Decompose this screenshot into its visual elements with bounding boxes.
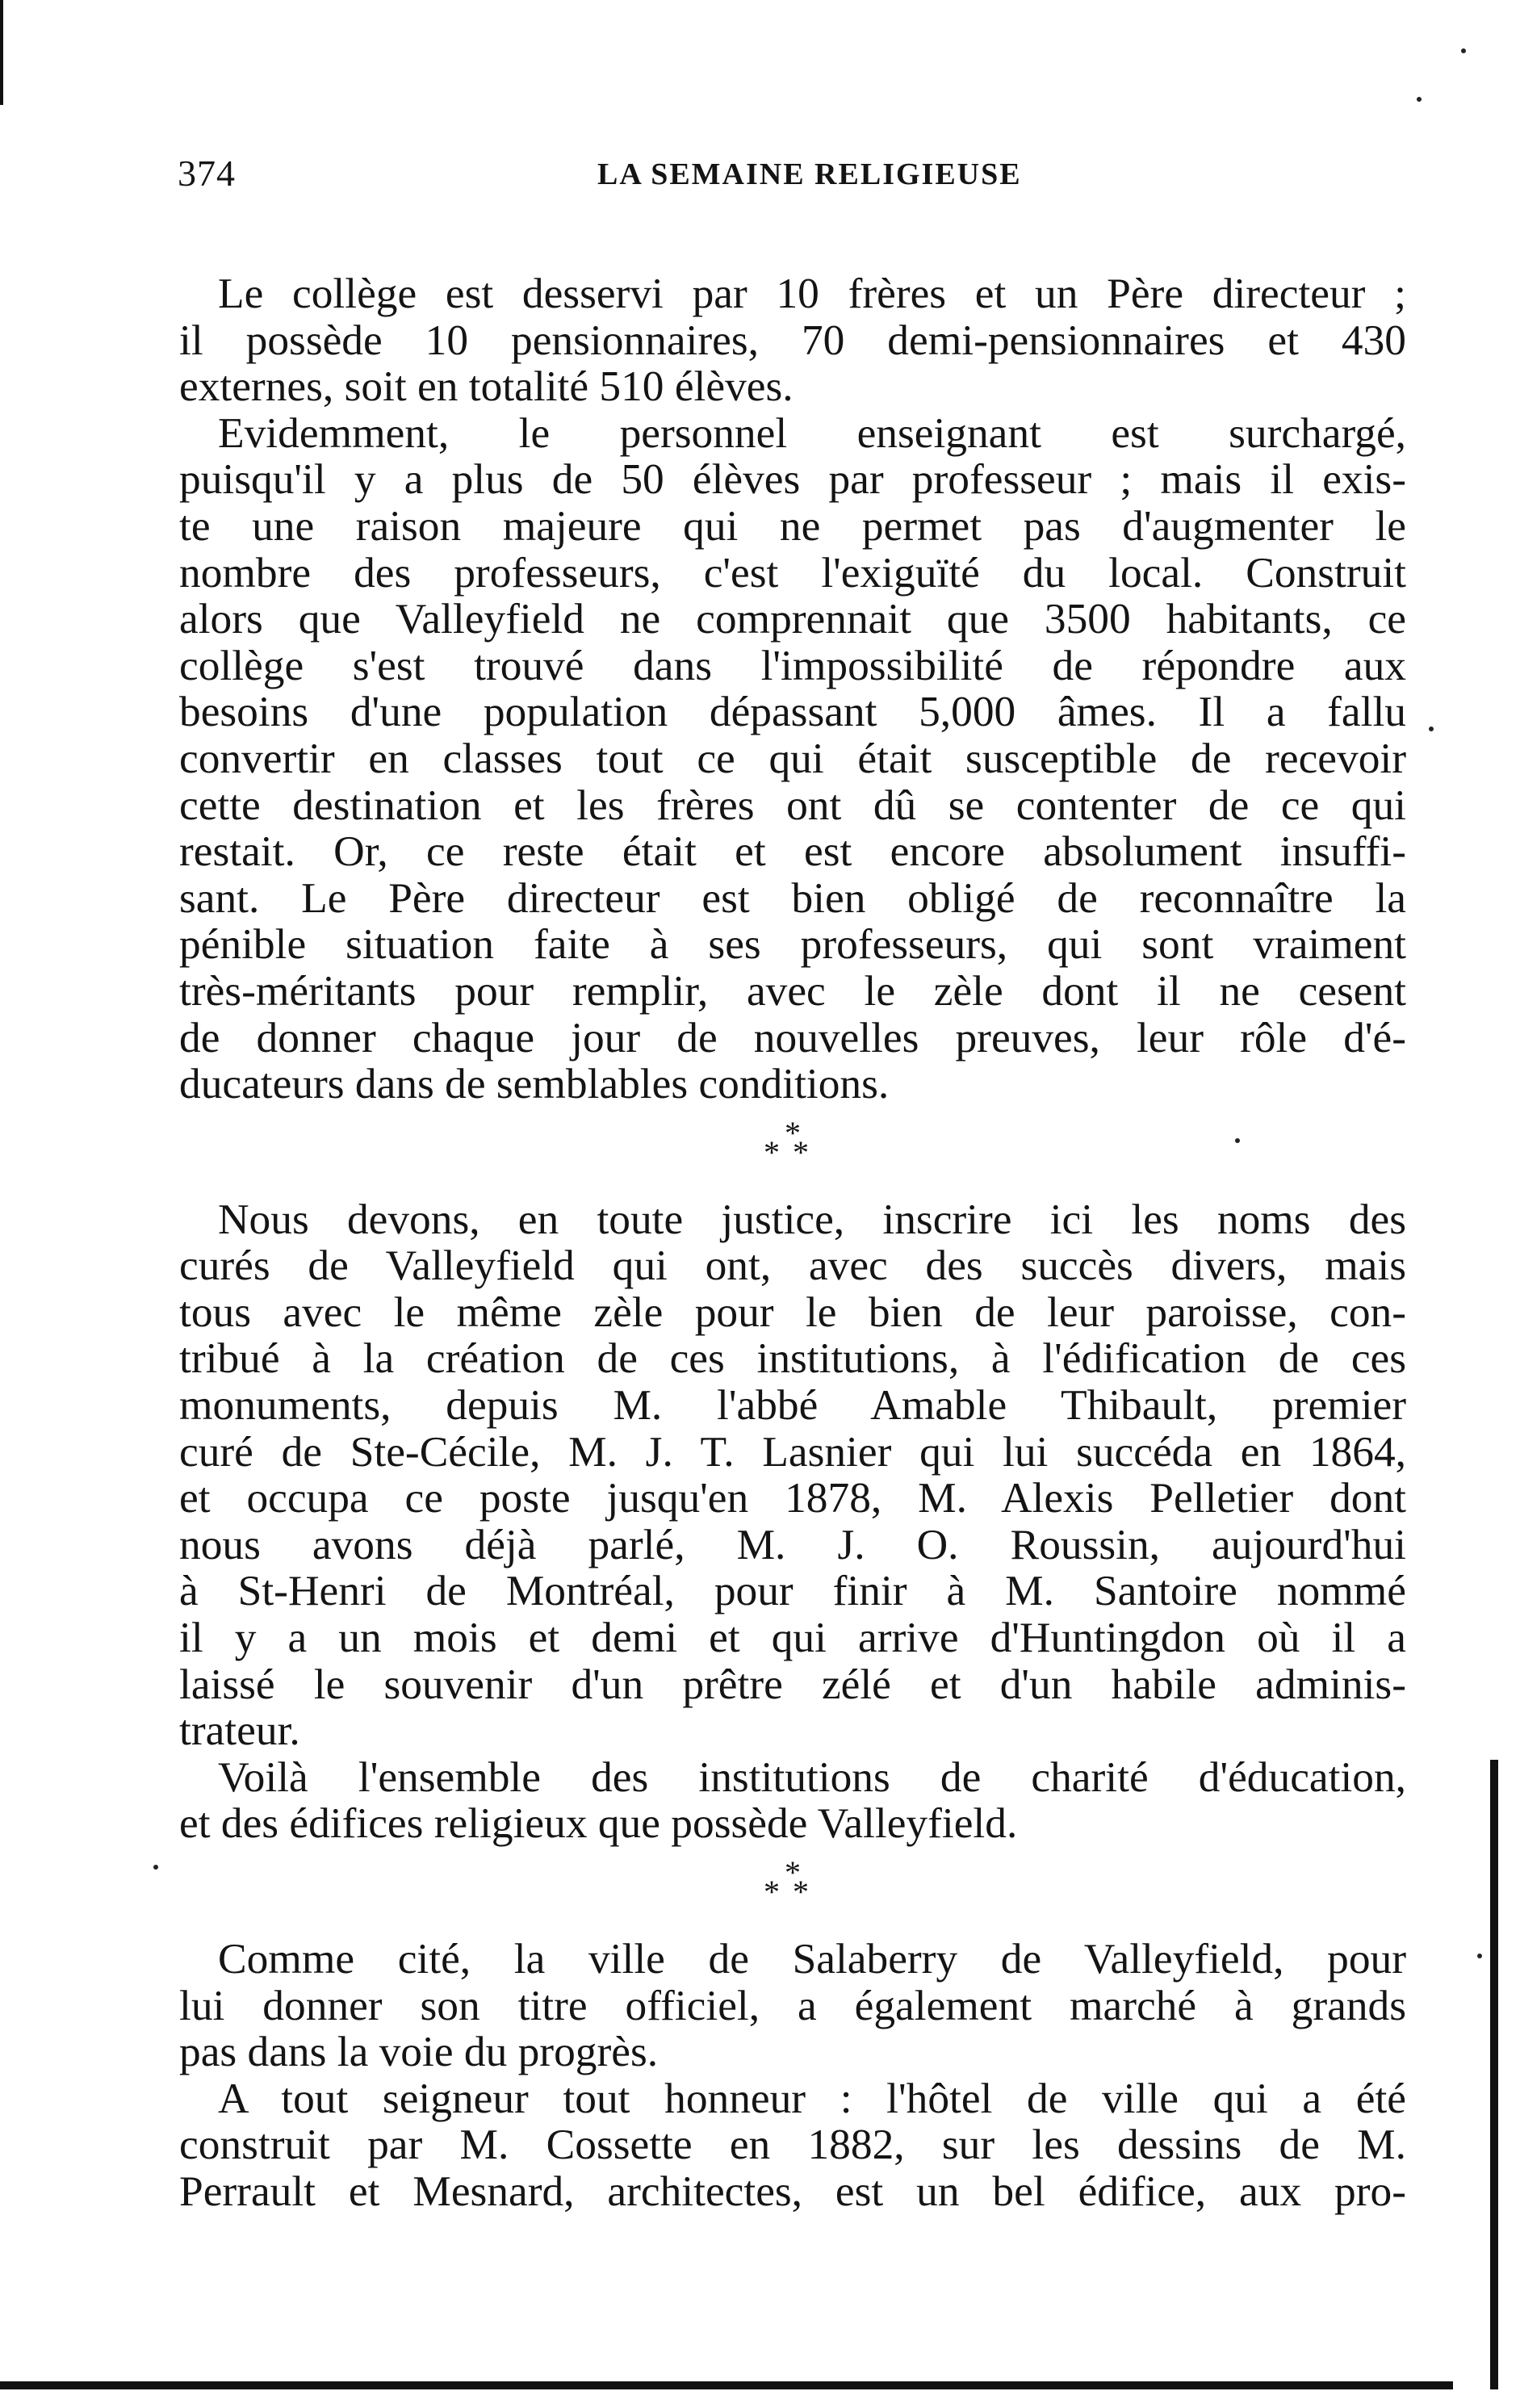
text-line: pas dans la voie du progrès. (179, 2027, 659, 2076)
text-line: nous avons déjà parlé, M. J. O. Roussin, aujourd'hui (179, 1519, 1406, 1568)
text-line: lui donner son titre officiel, a également marché à grands (179, 1980, 1406, 2029)
scan-speck (1417, 97, 1422, 102)
text-line: Comme cité, la ville de Salaberry de Valleyfield, pour (218, 1934, 1406, 1983)
scan-speck (1477, 1954, 1482, 1958)
text-line: trateur. (179, 1706, 300, 1755)
text-line: curés de Valleyfield qui ont, avec des succès divers, mais (179, 1241, 1406, 1290)
section-separator (179, 1108, 1406, 1196)
text-line: puisqu'il y a plus de 50 élèves par professeur ; mais il exis- (179, 454, 1406, 504)
text-line: Le collège est desservi par 10 frères et un Père directeur ; (218, 269, 1406, 317)
scan-speck (1461, 48, 1466, 53)
scan-speck (153, 1865, 158, 1870)
text-line: et occupa ce poste jusqu'en 1878, M. Alexis Pelletier dont (179, 1473, 1406, 1522)
text-line: Evidemment, le personnel enseignant est surchargé, (218, 408, 1406, 457)
scan-edge-bottom (0, 2381, 1453, 2389)
scan-edge-right (1490, 1760, 1498, 2389)
text-line: il possède 10 pensionnaires, 70 demi-pensionnaires et 430 (179, 315, 1406, 364)
text-line: de donner chaque jour de nouvelles preuves, leur rôle d'é- (179, 1012, 1406, 1062)
text-line: alors que Valleyfield ne comprennait que 3500 habitants, ce (179, 594, 1406, 643)
text-line: tous avec le même zèle pour le bien de leur paroisse, con- (179, 1287, 1406, 1336)
section-separator (179, 1847, 1406, 1936)
separator-star-pair: ** (764, 1874, 822, 1910)
text-line: il y a un mois et demi et qui arrive d'Huntingdon où il a (179, 1613, 1406, 1662)
text-line: convertir en classes tout ce qui était susceptible de recevoir (179, 733, 1406, 782)
text-line: très-méritants pour remplir, avec le zèle dont il ne cesent (179, 965, 1406, 1015)
separator-star: * (785, 1854, 801, 1891)
text-line: A tout seigneur tout honneur : l'hôtel de ville qui a été (218, 2073, 1406, 2122)
paragraph-group-1 (179, 270, 1406, 1108)
text-line: ducateurs dans de semblables conditions. (179, 1059, 890, 1108)
text-line: construit par M. Cossette en 1882, sur les dessins de M. (179, 2120, 1406, 2169)
text-line: Voilà l'ensemble des institutions de charité d'éducation, (218, 1752, 1406, 1801)
text-line: Perrault et Mesnard, architectes, est un bel édifice, aux pro- (179, 2166, 1406, 2215)
page-header (178, 152, 1324, 208)
paragraph-group-3 (179, 1936, 1406, 2215)
text-line: à St-Henri de Montréal, pour finir à M. Santoire nommé (179, 1566, 1406, 1615)
text-line: sant. Le Père directeur est bien obligé de reconnaître la (179, 873, 1406, 922)
text-line: cette destination et les frères ont dû se contenter de ce qui (179, 780, 1406, 829)
text-line: monuments, depuis M. l'abbé Amable Thibault, premier (179, 1380, 1406, 1430)
body-text (179, 270, 1406, 2215)
text-line: et des édifices religieux que possède Valleyfield. (179, 1799, 1018, 1848)
text-line: te une raison majeure qui ne permet pas d'augmenter le (179, 500, 1406, 550)
text-line: externes, soit en totalité 510 élèves. (179, 362, 793, 411)
running-head: LA SEMAINE RELIGIEUSE (597, 157, 1022, 191)
page-number: 374 (178, 153, 236, 194)
scan-speck (1235, 1138, 1240, 1143)
scan-edge-left (0, 0, 3, 105)
text-line: pénible situation faite à ses professeurs, qui sont vraiment (179, 919, 1406, 969)
text-line: collège s'est trouvé dans l'impossibilité de répondre aux (179, 640, 1406, 689)
text-line: tribué à la création de ces institutions, à l'édification de ces (179, 1334, 1406, 1383)
text-line: restait. Or, ce reste était et est encore absolument insuffi- (179, 827, 1406, 876)
separator-star-pair: ** (764, 1133, 822, 1170)
text-line: nombre des professeurs, c'est l'exiguïté du local. Construit (179, 547, 1406, 597)
text-line: curé de Ste-Cécile, M. J. T. Lasnier qui lui succéda en 1864, (179, 1426, 1406, 1476)
text-line: Nous devons, en toute justice, inscrire ici les noms des (218, 1194, 1406, 1243)
paragraph-group-2 (179, 1196, 1406, 1847)
text-line: laissé le souvenir d'un prêtre zélé et d'un habile adminis- (179, 1659, 1406, 1708)
text-line: besoins d'une population dépassant 5,000 âmes. Il a fallu (179, 687, 1406, 736)
separator-star: * (785, 1114, 801, 1151)
scan-speck (1429, 727, 1434, 731)
